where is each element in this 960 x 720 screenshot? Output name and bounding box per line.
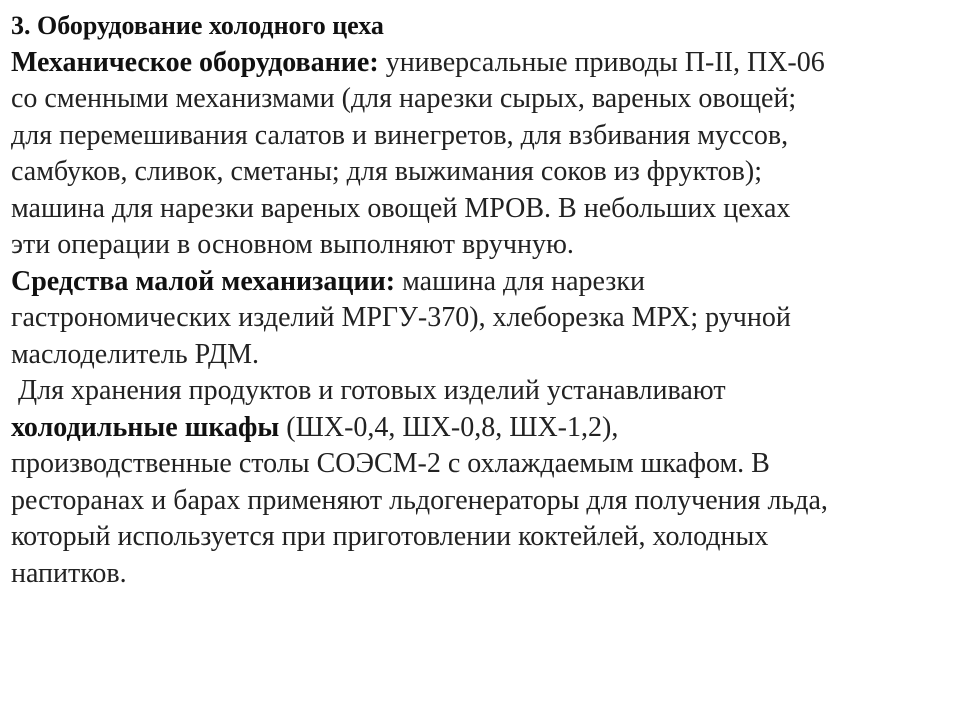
term-mechanical-equipment: Механическое оборудование: <box>11 46 379 78</box>
slide-title: 3. Оборудование холодного цеха <box>11 11 384 40</box>
paragraph-3-line-4: ресторанах и барах применяют льдогенераторы для получения льда, <box>11 484 828 516</box>
paragraph-2-line-3: маслоделитель РДМ. <box>11 338 260 370</box>
paragraph-1-line-1: Механическое оборудование: универсальные приводы П-II, ПХ-06 <box>11 46 825 78</box>
paragraph-1-line-4: самбуков, сливок, сметаны; для выжимания соков из фруктов); <box>11 156 763 187</box>
paragraph-1-line-2: со сменными механизмами (для нарезки сырых, вареных овощей; <box>11 83 797 114</box>
paragraph-3-line-5: который используется при приготовлении коктейлей, холодных <box>11 521 769 552</box>
paragraph-1-line-3: для перемешивания салатов и винегретов, для взбивания муссов, <box>11 119 789 151</box>
paragraph-2-line-2: гастрономических изделий МРГУ-370), хлеборезка МРХ; ручной <box>11 302 791 333</box>
paragraph-3-line-6: напитков. <box>11 557 127 589</box>
paragraph-3-line-2: холодильные шкафы (ШХ-0,4, ШХ-0,8, ШХ-1,2), <box>11 411 619 443</box>
term-refrigerator-cabinets: холодильные шкафы <box>11 411 280 443</box>
term-small-mechanization: Средства малой механизации: <box>11 265 396 297</box>
paragraph-2-line-1: Средства малой механизации: машина для нарезки <box>11 265 645 297</box>
paragraph-3-line-1: Для хранения продуктов и готовых изделий устанавливают <box>11 375 726 406</box>
paragraph-1-line-6: эти операции в основном выполняют вручную. <box>11 229 574 260</box>
paragraph-3-line-3: производственные столы СОЭСМ-2 с охлаждаемым шкафом. В <box>11 448 770 479</box>
paragraph-1-line-5: машина для нарезки вареных овощей МРОВ. В небольших цехах <box>11 192 791 224</box>
slide-content <box>11 8 951 592</box>
